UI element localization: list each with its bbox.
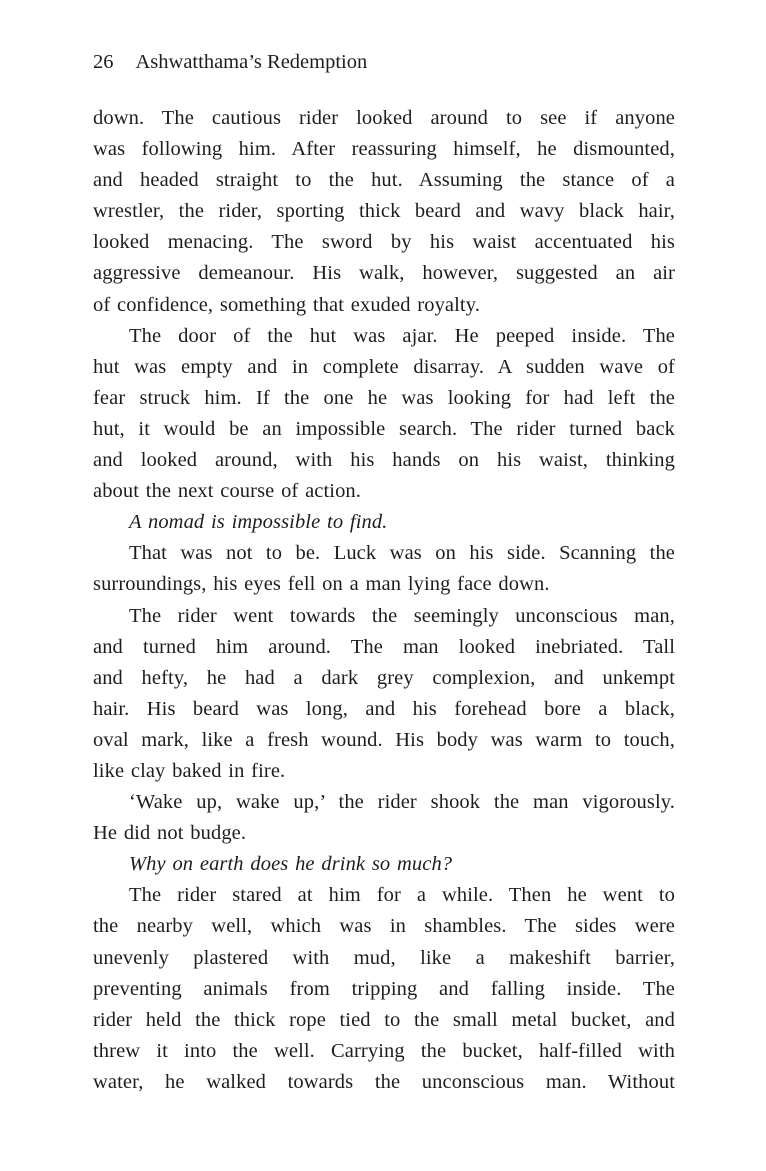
text-line: and turned him around. The man looked inebriated. Tall	[93, 635, 675, 658]
paragraph	[93, 787, 675, 849]
text-line: wrestler, the rider, sporting thick beard and wavy black hair,	[93, 200, 675, 223]
paragraph	[93, 601, 675, 788]
text-line: aggressive demeanour. His walk, however, suggested an air	[93, 262, 675, 285]
page-number: 26	[93, 51, 114, 73]
text-line: surroundings, his eyes fell on a man lying face down.	[93, 573, 550, 596]
body-text	[93, 103, 675, 1098]
paragraph	[93, 103, 675, 321]
text-line: looked menacing. The sword by his waist accentuated his	[93, 231, 675, 254]
italic-paragraph	[93, 507, 675, 538]
text-line: ‘Wake up, wake up,’ the rider shook the man vigorously.	[129, 791, 675, 814]
running-title: Ashwatthama’s Redemption	[135, 51, 368, 73]
text-line: was following him. After reassuring himself, he dismounted,	[93, 138, 675, 161]
text-line: The rider went towards the seemingly unconscious man,	[129, 604, 675, 627]
text-line: A nomad is impossible to find.	[129, 511, 388, 534]
text-line: hair. His beard was long, and his forehead bore a black,	[93, 697, 675, 720]
text-line: and looked around, with his hands on his waist, thinking	[93, 449, 675, 472]
text-line: Why on earth does he drink so much?	[129, 853, 453, 876]
paragraph	[93, 538, 675, 600]
text-line: about the next course of action.	[93, 480, 362, 503]
text-line: and headed straight to the hut. Assuming the stance of a	[93, 169, 675, 192]
text-line: water, he walked towards the unconscious man. Without	[93, 1070, 675, 1093]
text-line: He did not budge.	[93, 822, 247, 845]
text-line: preventing animals from tripping and falling inside. The	[93, 977, 675, 1000]
text-line: unevenly plastered with mud, like a makeshift barrier,	[93, 946, 675, 969]
page-header	[93, 47, 367, 78]
text-line: down. The cautious rider looked around to see if anyone	[93, 107, 675, 129]
text-line: hut, it would be an impossible search. The rider turned back	[93, 417, 675, 440]
paragraph	[93, 321, 675, 508]
text-line: the nearby well, which was in shambles. The sides were	[93, 915, 675, 938]
text-line: rider held the thick rope tied to the small metal bucket, and	[93, 1008, 675, 1031]
text-line: hut was empty and in complete disarray. A sudden wave of	[93, 355, 675, 378]
paragraph	[93, 880, 675, 1098]
text-line: oval mark, like a fresh wound. His body was warm to touch,	[93, 728, 675, 751]
text-line: and hefty, he had a dark grey complexion, and unkempt	[93, 666, 675, 689]
text-line: That was not to be. Luck was on his side. Scanning the	[129, 542, 675, 565]
italic-paragraph	[93, 849, 675, 880]
text-line: The rider stared at him for a while. Then he went to	[129, 884, 675, 907]
text-line: of confidence, something that exuded royalty.	[93, 293, 480, 316]
text-line: threw it into the well. Carrying the bucket, half-filled with	[93, 1039, 675, 1062]
text-line: The door of the hut was ajar. He peeped inside. The	[129, 324, 675, 347]
text-line: like clay baked in fire.	[93, 759, 286, 782]
text-line: fear struck him. If the one he was looking for had left the	[93, 386, 675, 409]
